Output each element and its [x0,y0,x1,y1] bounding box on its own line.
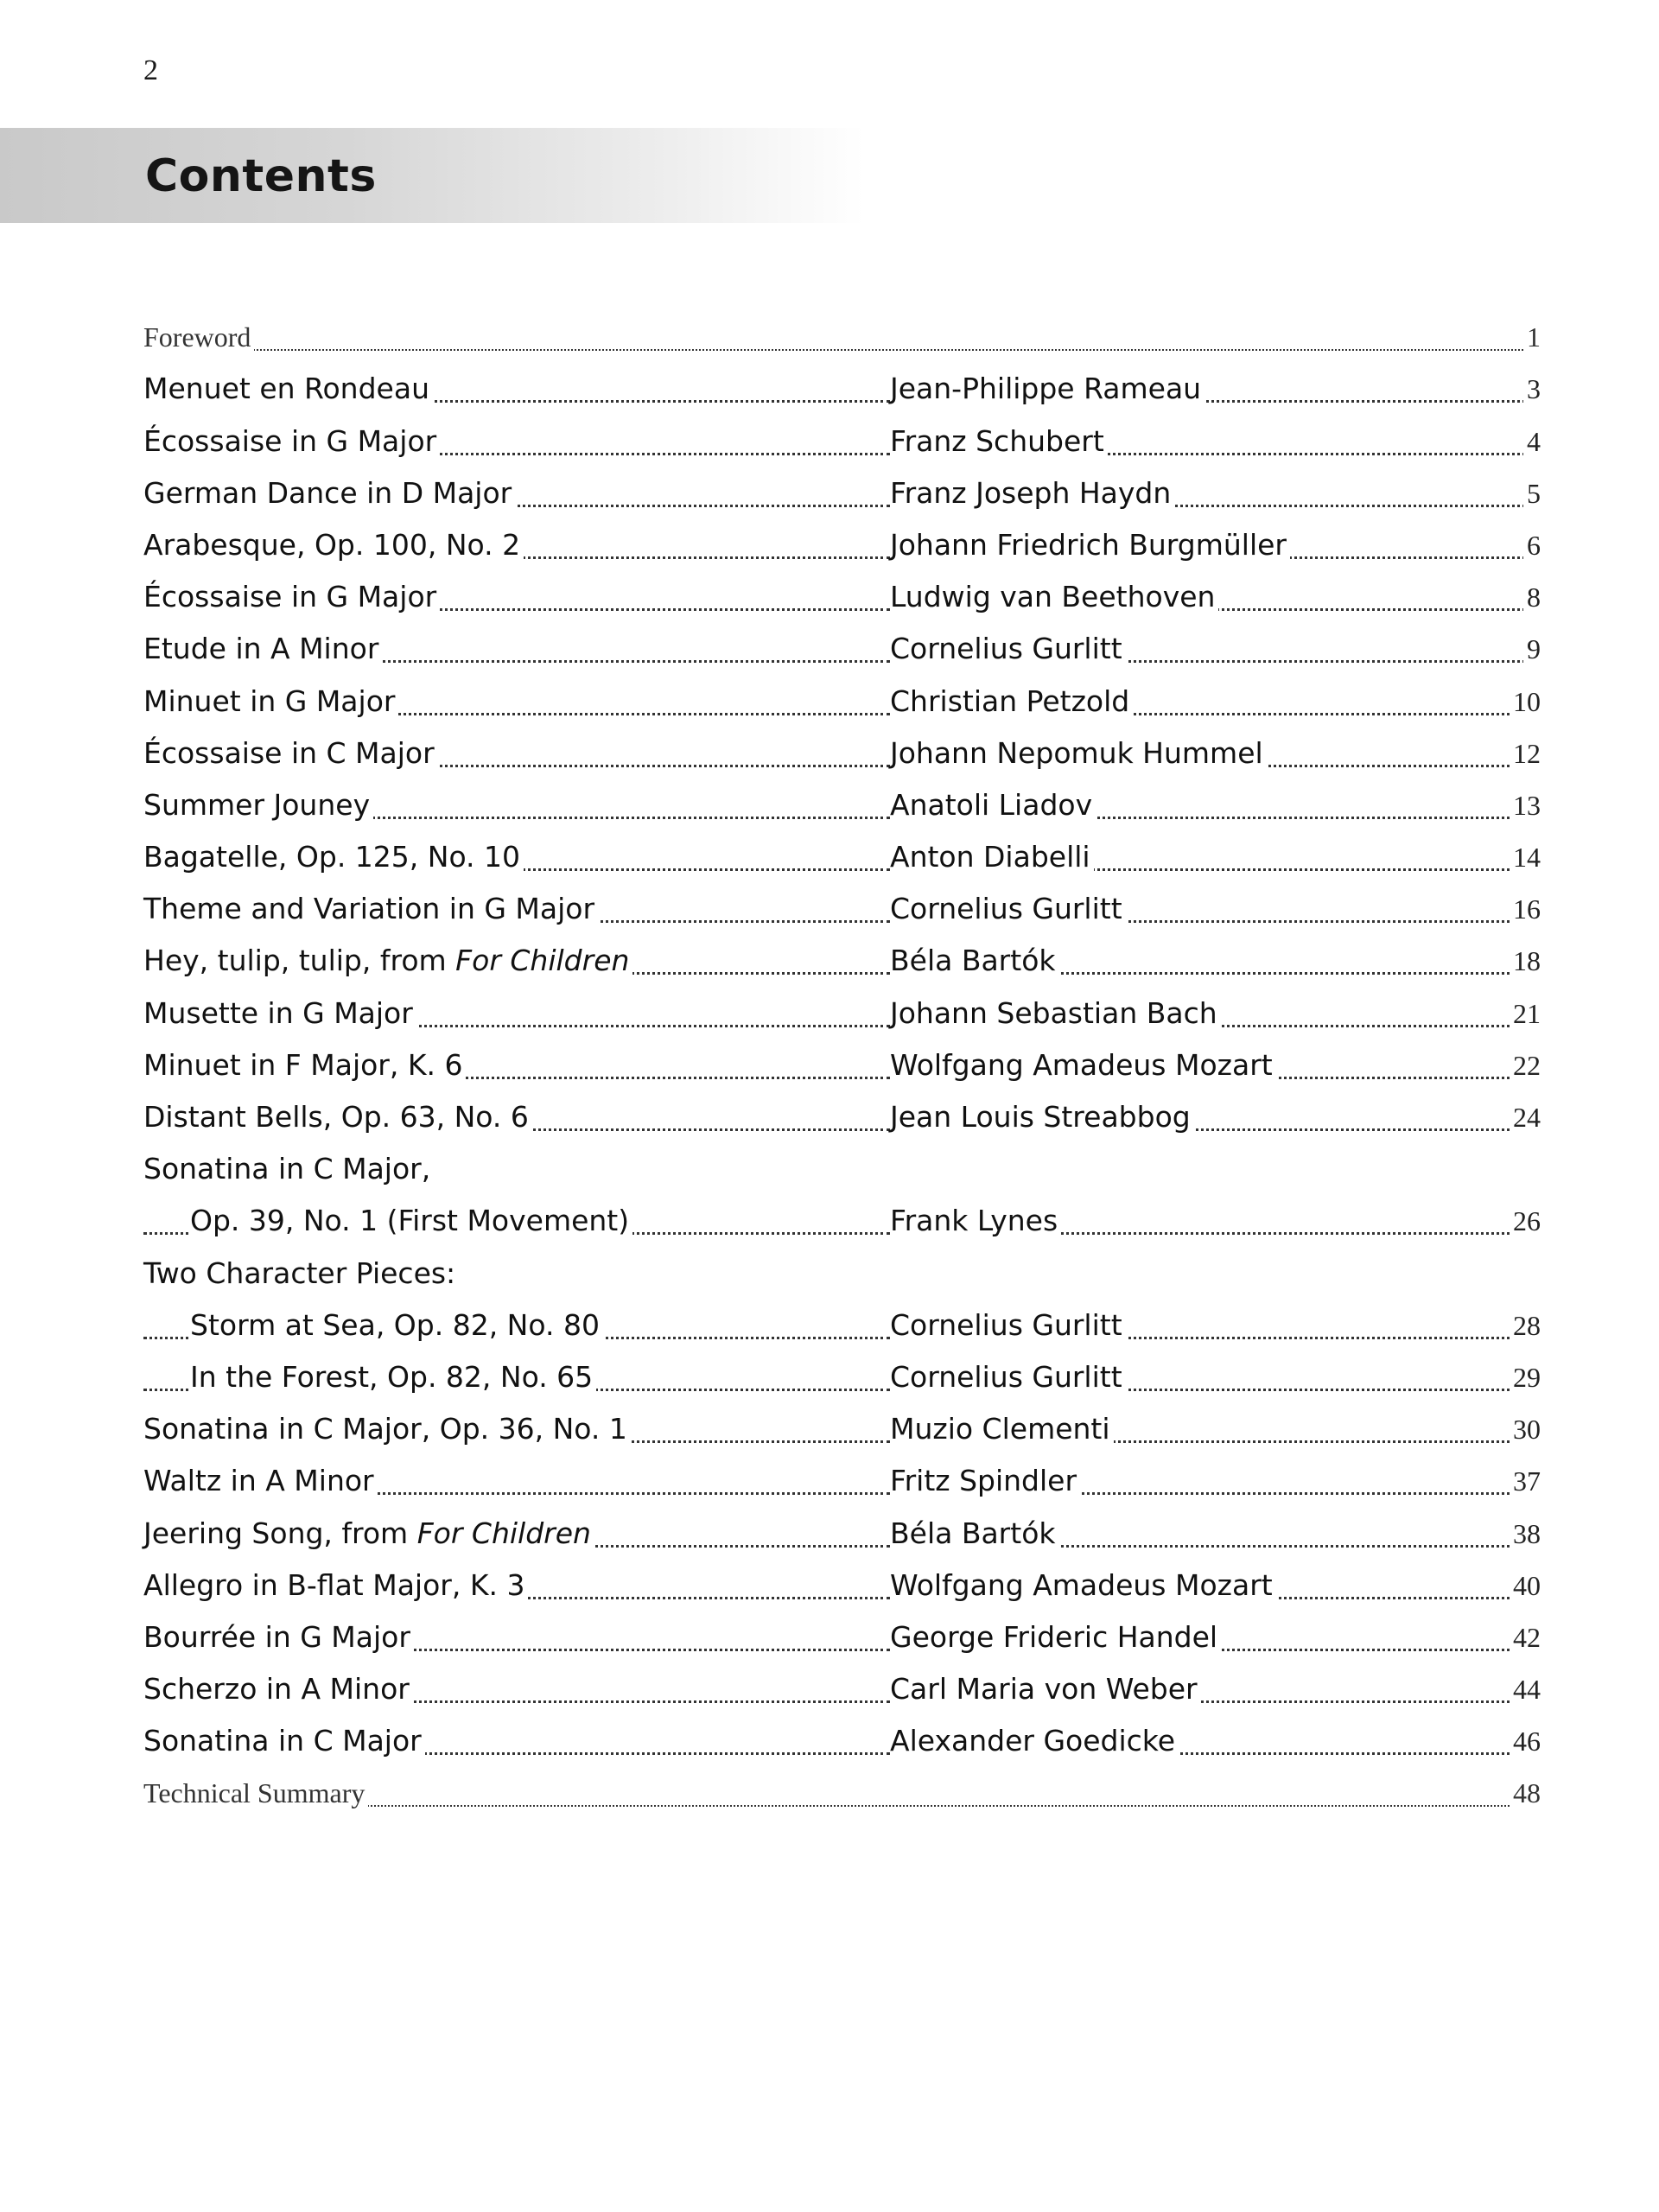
entry-composer: Christian Petzold [890,684,1133,719]
entry-title-text: Etude in A Minor [143,632,379,666]
entry-title [143,1568,528,1603]
entry-title [143,476,515,511]
entry-title-text: Sonatina in C Major [143,1724,422,1758]
entry-page-number: 10 [1510,684,1541,719]
entry-title-text: Musette in G Major [143,995,413,1030]
entry-composer: Franz Joseph Haydn [890,476,1174,511]
entry-title [143,1620,414,1655]
toc-entry [143,1247,1541,1299]
entry-title [143,736,438,771]
entry-title-text: Scherzo in A Minor [143,1672,410,1707]
entry-page-number: 16 [1510,892,1541,926]
page-number: 2 [143,54,158,86]
entry-composer: Johann Friedrich Burgmüller [890,528,1290,563]
entry-title-text: Waltz in A Minor [143,1464,374,1498]
toc-entry [143,1300,1541,1351]
entry-title: Technical Summary [143,1776,368,1810]
entry-composer: Carl Maria von Weber [890,1672,1201,1707]
toc-entry [143,779,1541,831]
dot-leader [143,349,1541,351]
entry-composer: Béla Bartók [890,1516,1059,1551]
toc-entry [143,1715,1541,1767]
entry-composer: Fritz Spindler [890,1464,1080,1498]
entry-composer: Frank Lynes [890,1204,1061,1238]
entry-title [143,840,524,874]
entry-title [143,684,398,719]
toc-entry [143,519,1541,571]
entry-title-italic: For Children [416,1516,591,1550]
entry-title [190,1360,596,1395]
toc-entry [143,363,1541,415]
entry-page-number: 48 [1510,1776,1541,1810]
entry-title-text: Distant Bells, Op. 63, No. 6 [143,1100,529,1134]
toc-entry [143,1403,1541,1455]
toc-entry [143,311,1541,363]
entry-composer: Béla Bartók [890,944,1059,978]
entry-title-text: Écossaise in G Major [143,423,437,458]
entry-title-text: Bagatelle, Op. 125, No. 10 [143,840,521,874]
entry-group-heading: Two Character Pieces: [143,1256,459,1291]
entry-composer: Cornelius Gurlitt [890,1360,1126,1395]
entry-page-number: 28 [1510,1308,1541,1343]
entry-title: Foreword [143,320,254,354]
entry-title [143,1048,466,1083]
entry-composer: Jean Louis Streabbog [890,1100,1194,1135]
entry-page-number: 14 [1510,840,1541,874]
entry-page-number: 37 [1510,1464,1541,1498]
entry-title [143,1464,378,1498]
entry-page-number: 9 [1523,632,1541,666]
entry-page-number: 42 [1510,1620,1541,1655]
entry-page-number: 38 [1510,1516,1541,1551]
toc-entry [143,1663,1541,1715]
entry-title-text: Op. 39, No. 1 (First Movement) [190,1204,630,1238]
entry-page-number: 22 [1510,1048,1541,1083]
toc-entry [143,1351,1541,1403]
entry-title [143,996,416,1031]
entry-title [143,528,524,563]
entry-composer: Anton Diabelli [890,840,1094,874]
entry-composer: Muzio Clementi [890,1412,1114,1446]
entry-title-italic: For Children [455,944,630,978]
entry-title [143,372,433,406]
entry-title-text: Jeering Song, from [143,1516,417,1550]
entry-page-number: 29 [1510,1360,1541,1395]
toc-entry [143,675,1541,727]
entry-page-number: 46 [1510,1724,1541,1758]
entry-page-number: 40 [1510,1568,1541,1603]
toc-entry [143,415,1541,467]
entry-page-number: 6 [1523,528,1541,563]
entry-title-text: German Dance in D Major [143,475,512,510]
toc-entry [143,1143,1541,1195]
entry-title-text: In the Forest, Op. 82, No. 65 [190,1359,594,1394]
entry-composer: Jean-Philippe Rameau [890,372,1205,406]
entry-composer: Alexander Goedicke [890,1724,1179,1758]
toc-entry [143,571,1541,623]
entry-composer: Ludwig van Beethoven [890,580,1218,614]
toc-entry [143,935,1541,987]
entry-page-number: 44 [1510,1672,1541,1707]
toc-entry [143,987,1541,1039]
entry-composer: Cornelius Gurlitt [890,632,1126,666]
table-of-contents [143,311,1541,1819]
entry-page-number: 5 [1523,476,1541,511]
entry-title-text: Theme and Variation in G Major [143,892,595,926]
toc-entry [143,1560,1541,1611]
toc-entry [143,623,1541,675]
entry-title-text: Minuet in G Major [143,683,396,718]
entry-title [190,1204,632,1238]
entry-title [143,892,598,926]
entry-title [143,632,382,666]
entry-title [143,944,632,978]
toc-entry [143,1611,1541,1663]
toc-entry [143,1507,1541,1559]
entry-composer: George Frideric Handel [890,1620,1221,1655]
toc-entry [143,1455,1541,1507]
entry-title-text: Sonatina in C Major, Op. 36, No. 1 [143,1412,627,1446]
entry-page-number: 30 [1510,1412,1541,1446]
toc-entry [143,467,1541,519]
entry-title [143,580,440,614]
entry-title-text: Écossaise in C Major [143,735,435,770]
toc-entry [143,883,1541,935]
entry-title [143,1724,425,1758]
entry-composer: Johann Nepomuk Hummel [890,736,1267,771]
entry-title [143,424,440,459]
toc-entry [143,831,1541,883]
toc-entry [143,728,1541,779]
toc-entry [143,1039,1541,1091]
entry-title-text: Bourrée in G Major [143,1619,410,1654]
entry-title-text: Hey, tulip, tulip, from [143,944,456,978]
entry-composer: Johann Sebastian Bach [890,996,1221,1031]
entry-composer: Cornelius Gurlitt [890,1308,1126,1343]
page-title: Contents [145,150,377,202]
entry-page-number: 21 [1510,996,1541,1031]
toc-entry [143,1767,1541,1819]
entry-title-text: Écossaise in G Major [143,580,437,614]
entry-page-number: 4 [1523,424,1541,459]
entry-title [143,1412,631,1446]
entry-page-number: 1 [1523,320,1541,354]
toc-entry [143,1195,1541,1247]
entry-composer: Franz Schubert [890,424,1108,459]
entry-title [190,1308,603,1343]
entry-title-text: Summer Jouney [143,787,371,822]
entry-page-number: 13 [1510,788,1541,823]
entry-page-number: 12 [1510,736,1541,771]
entry-title-text: Arabesque, Op. 100, No. 2 [143,527,521,562]
entry-page-number: 26 [1510,1204,1541,1238]
entry-title-text: Menuet en Rondeau [143,372,429,406]
entry-title [143,1672,413,1707]
entry-page-number: 8 [1523,580,1541,614]
entry-composer: Cornelius Gurlitt [890,892,1126,926]
entry-composer: Anatoli Liadov [890,788,1096,823]
entry-page-number: 18 [1510,944,1541,978]
entry-page-number: 24 [1510,1100,1541,1135]
entry-title-text: Storm at Sea, Op. 82, No. 80 [190,1307,600,1342]
entry-composer: Wolfgang Amadeus Mozart [890,1568,1276,1603]
entry-page-number: 3 [1523,372,1541,406]
entry-title [143,1516,594,1551]
entry-group-heading: Sonatina in C Major, [143,1152,434,1186]
toc-entry [143,1091,1541,1143]
entry-title [143,1100,532,1135]
entry-title-text: Allegro in B-flat Major, K. 3 [143,1567,525,1602]
title-band [0,128,864,223]
entry-title-text: Minuet in F Major, K. 6 [143,1047,463,1082]
entry-composer: Wolfgang Amadeus Mozart [890,1048,1276,1083]
entry-title [143,788,373,823]
